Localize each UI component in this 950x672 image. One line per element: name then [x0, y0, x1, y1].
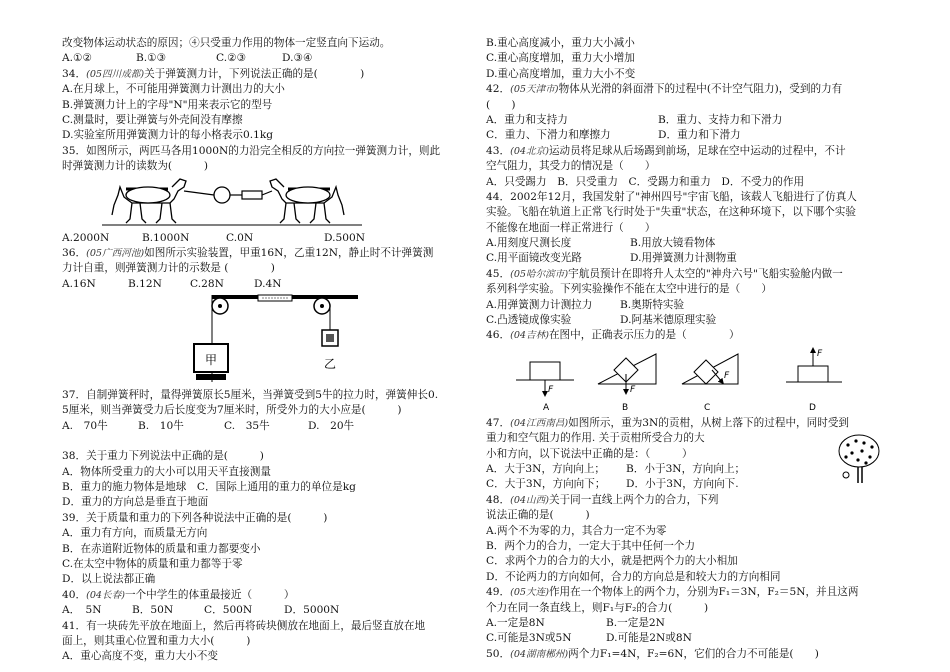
- q42-options-cd: [486, 128, 890, 143]
- q49-options-ab: [486, 616, 890, 631]
- option: C.28N: [190, 277, 224, 290]
- q47-line2: 重力和空气阻力的作用. 关于贡柑所受合力的大: [486, 432, 705, 445]
- q41-option-b: B.重心高度减小，重力大小减小: [486, 37, 635, 49]
- figure-d: [786, 350, 842, 382]
- option: A.用刻度尺测长度: [486, 237, 572, 250]
- option: D．重力和下滑力: [658, 129, 741, 142]
- option: B. 10牛: [138, 419, 184, 432]
- option: D.用弹簧测力计测物重: [630, 252, 737, 265]
- horses-figure: [62, 175, 470, 231]
- q36-options: [62, 277, 470, 292]
- q43-options: A．只受踢力 B．只受重力 C．受踢力和重力 D．不受力的作用: [486, 175, 805, 188]
- right-column: [486, 36, 890, 662]
- q44-line2: 实验。飞船在轨道上正常飞行时处于"失重"状态，在这种环境下，以下哪个实验: [486, 206, 856, 219]
- q44-options-ab: [486, 236, 890, 251]
- option: D．5000N: [284, 604, 340, 617]
- q47-line3: 小和方向，以下说法中正确的是：（ ）: [486, 447, 693, 460]
- option: C．大于3N，方向向下；: [486, 478, 606, 491]
- option: D．小于3N，方向向下.: [626, 478, 739, 491]
- q36-stem: 36．(05广西河池)如图所示实验装置，甲重16N，乙重12N，静止时不计弹簧测: [62, 246, 434, 259]
- label-a: A: [543, 402, 550, 413]
- q42-options-ab: [486, 113, 890, 128]
- figure-c: [682, 354, 738, 384]
- option: B.①③: [136, 52, 167, 65]
- q37-line1: 37．自制弹簧秤时，量得弹簧原长5厘米，当弹簧受到5牛的拉力时，弹簧伸长0.: [62, 389, 439, 402]
- label-b: B: [622, 402, 629, 413]
- option: B.用放大镜看物体: [630, 237, 716, 250]
- q34-option-d: D.实验室所用弹簧测力计的每小格表示0.1kg: [62, 129, 274, 142]
- option: C.用平面镜改变光路: [486, 252, 582, 265]
- option: C.0N: [226, 231, 254, 244]
- q47-options-cd: [486, 477, 890, 492]
- option: B.一定是2N: [606, 616, 665, 629]
- option: A. 70牛: [62, 419, 108, 432]
- option: A．大于3N，方向向上；: [486, 462, 606, 475]
- q39-option-d: D．以上说法都正确: [62, 573, 156, 586]
- q34-option-a: A.在月球上，不可能用弹簧测力计测出力的大小: [62, 83, 285, 96]
- q44-options-cd: [486, 251, 890, 266]
- label-d: D: [809, 402, 816, 413]
- q39-stem: 39．关于质量和重力的下列各种说法中正确的是( ): [62, 511, 328, 524]
- q35-options: [62, 231, 470, 246]
- q37-options: [62, 419, 470, 434]
- q47-options-ab: [486, 462, 890, 477]
- option: B．重力、支持力和下滑力: [658, 113, 783, 126]
- left-column: [62, 36, 470, 665]
- q49-options-cd: [486, 631, 890, 646]
- q48-option-b: B．两个力的合力，一定大于其中任何一个力: [486, 539, 696, 552]
- q45-options-ab: [486, 298, 890, 313]
- option: C.凸透镜成像实验: [486, 314, 572, 327]
- right-horse-drawing: [270, 179, 344, 223]
- q48-line2: 说法正确的是( ): [486, 509, 590, 522]
- q38-stem: 38．关于重力下列说法中正确的是( ): [62, 450, 264, 463]
- q34-stem: 34．(05四川成都)关于弹簧测力计，下列说法正确的是( ): [62, 67, 365, 80]
- option: A． 5N: [62, 604, 102, 617]
- option: D. 20牛: [308, 419, 355, 432]
- option: B.1000N: [142, 231, 190, 244]
- q34-option-c: C.测量时，要让弹簧与外壳间没有摩擦: [62, 113, 243, 126]
- q42-line2: ( ): [486, 98, 516, 111]
- q49-line2: 个力在同一条直线上，则F₁与F₂的合力( ): [486, 601, 709, 614]
- force-label: F: [817, 348, 823, 359]
- option: A.2000N: [62, 231, 110, 244]
- intro-options: [62, 51, 470, 66]
- q41-line1: 41．有一块砖先平放在地面上，然后再将砖块侧放在地面上，最后竖直放在地: [62, 619, 426, 632]
- q48-stem: 48．(04山西)关于同一直线上两个力的合力，下列: [486, 493, 719, 506]
- q50-stem: 50．(04湖南郴州)两个力F₁=4N，F₂=6N，它们的合力不可能是( ): [486, 647, 819, 660]
- option: A．重力和支持力: [486, 113, 568, 126]
- label-jia: 甲: [204, 353, 218, 368]
- q45-line2: 系列科学实验。下列实验操作不能在太空中进行的是（ ）: [486, 283, 773, 296]
- pressure-figure: [486, 344, 890, 416]
- option: C. 35牛: [224, 419, 270, 432]
- option: A.①②: [62, 52, 93, 65]
- option: D.4N: [254, 277, 282, 290]
- q47-body: [486, 431, 890, 493]
- q48-option-d: D．不论两力的方向如何，合力的方向总是和较大力的方向相同: [486, 570, 781, 583]
- option: B．小于3N，方向向上；: [626, 462, 746, 475]
- q36-line2: 力计自重，则弹簧测力计的示数是 ( ): [62, 262, 275, 275]
- q38-option-bc: B．重力的施力物体是地球 C．国际上通用的重力的单位是kg: [62, 481, 356, 494]
- option: D.500N: [324, 231, 365, 244]
- option: B.奥斯特实验: [620, 298, 685, 311]
- option: A.用弹簧测力计测拉力: [486, 298, 593, 311]
- force-label: F: [630, 384, 636, 395]
- q43-stem: 43．(04北京)运动员将足球从后场踢到前场，足球在空中运动的过程中，不计: [486, 144, 846, 157]
- q35-line1: 35．如图所示，两匹马各用1000N的力沿完全相反的方向拉一弹簧测力计，则此: [62, 144, 441, 157]
- label-yi: 乙: [323, 357, 337, 372]
- q41-line2: 面上，则其重心位置和重力大小( ): [62, 634, 251, 647]
- tree-figure: [836, 433, 882, 485]
- option: C．重力、下滑力和摩擦力: [486, 129, 611, 142]
- option: B.12N: [128, 277, 162, 290]
- option: C.可能是3N或5N: [486, 632, 572, 645]
- pulley-figure: [62, 292, 470, 382]
- option: D.③④: [282, 52, 313, 65]
- q40-stem: 40．(04长春)一个中学生的体重最接近（ ）: [62, 588, 295, 601]
- q47-stem: 47．(04江西南昌)如图所示，重为3N的贡柑，从树上落下的过程中，同时受到: [486, 416, 850, 429]
- q38-option-d: D．重力的方向总是垂直于地面: [62, 496, 209, 509]
- q44-line1: 44．2002年12月，我国发射了"神州四号"宇宙飞船，该载人飞船进行了仿真人: [486, 190, 857, 203]
- q39-option-c: C.在太空中物体的质量和重力都等于零: [62, 557, 243, 570]
- intro-line: 改变物体运动状态的原因；④只受重力作用的物体一定竖直向下运动。: [62, 37, 391, 49]
- option: D.可能是2N或8N: [606, 632, 692, 645]
- q48-option-c: C．求两个力的合力的大小，就是把两个力的大小相加: [486, 555, 738, 568]
- force-label: F: [548, 384, 554, 395]
- q35-line2: 时弹簧测力计的读数为( ): [62, 160, 208, 173]
- q45-stem: 45．(05哈尔滨市)宇航员预计在即将升人太空的"神舟六号"飞船实验舱内做一: [486, 267, 843, 280]
- q40-options: [62, 603, 470, 618]
- q42-stem: 42．(05天津市)物体从光滑的斜面滑下的过程中(不计空气阻力)，受到的力有: [486, 83, 843, 96]
- q46-stem: 46．(04吉林)在图中，正确表示压力的是（ ）: [486, 329, 740, 342]
- option: C.②③: [216, 52, 247, 65]
- q34-option-b: B.弹簧测力计上的字母"N"用来表示它的型号: [62, 98, 273, 111]
- q49-stem: 49．(05大连)作用在一个物体上的两个力，分别为F₁＝3N，F₂＝5N，并且这两: [486, 586, 859, 599]
- q38-option-a: A．物体所受重力的大小可以用天平直接测量: [62, 465, 271, 478]
- figure-b: [598, 354, 656, 392]
- q43-line2: 空气阻力，其受力的情况是（ ）: [486, 160, 656, 173]
- option: A.16N: [62, 277, 96, 290]
- q44-line3: 不能像在地面一样正常进行（ ）: [486, 221, 656, 234]
- q41-option-a: A．重心高度不变，重力大小不变: [62, 650, 218, 663]
- q41-option-d: D.重心高度增加，重力大小不变: [486, 67, 636, 80]
- q48-option-a: A.两个不为零的力，其合力一定不为零: [486, 524, 667, 537]
- q37-line2: 5厘米，则当弹簧受力后长度变为7厘米时，所受外力的大小应是( ): [62, 404, 402, 417]
- label-c: C: [704, 402, 711, 413]
- q39-option-b: B．在赤道附近物体的质量和重力都要变小: [62, 542, 261, 555]
- option: D.阿基米德原理实验: [620, 314, 717, 327]
- option: A.一定是8N: [486, 616, 545, 629]
- option: B．50N: [132, 604, 174, 617]
- q41-option-c: C.重心高度增加，重力大小增加: [486, 52, 635, 65]
- force-label: F: [724, 370, 730, 381]
- left-horse-drawing: [112, 179, 186, 223]
- q39-option-a: A．重力有方向，而质量无方向: [62, 527, 208, 540]
- q45-options-cd: [486, 313, 890, 328]
- figure-a: [516, 362, 574, 394]
- option: C．500N: [204, 604, 253, 617]
